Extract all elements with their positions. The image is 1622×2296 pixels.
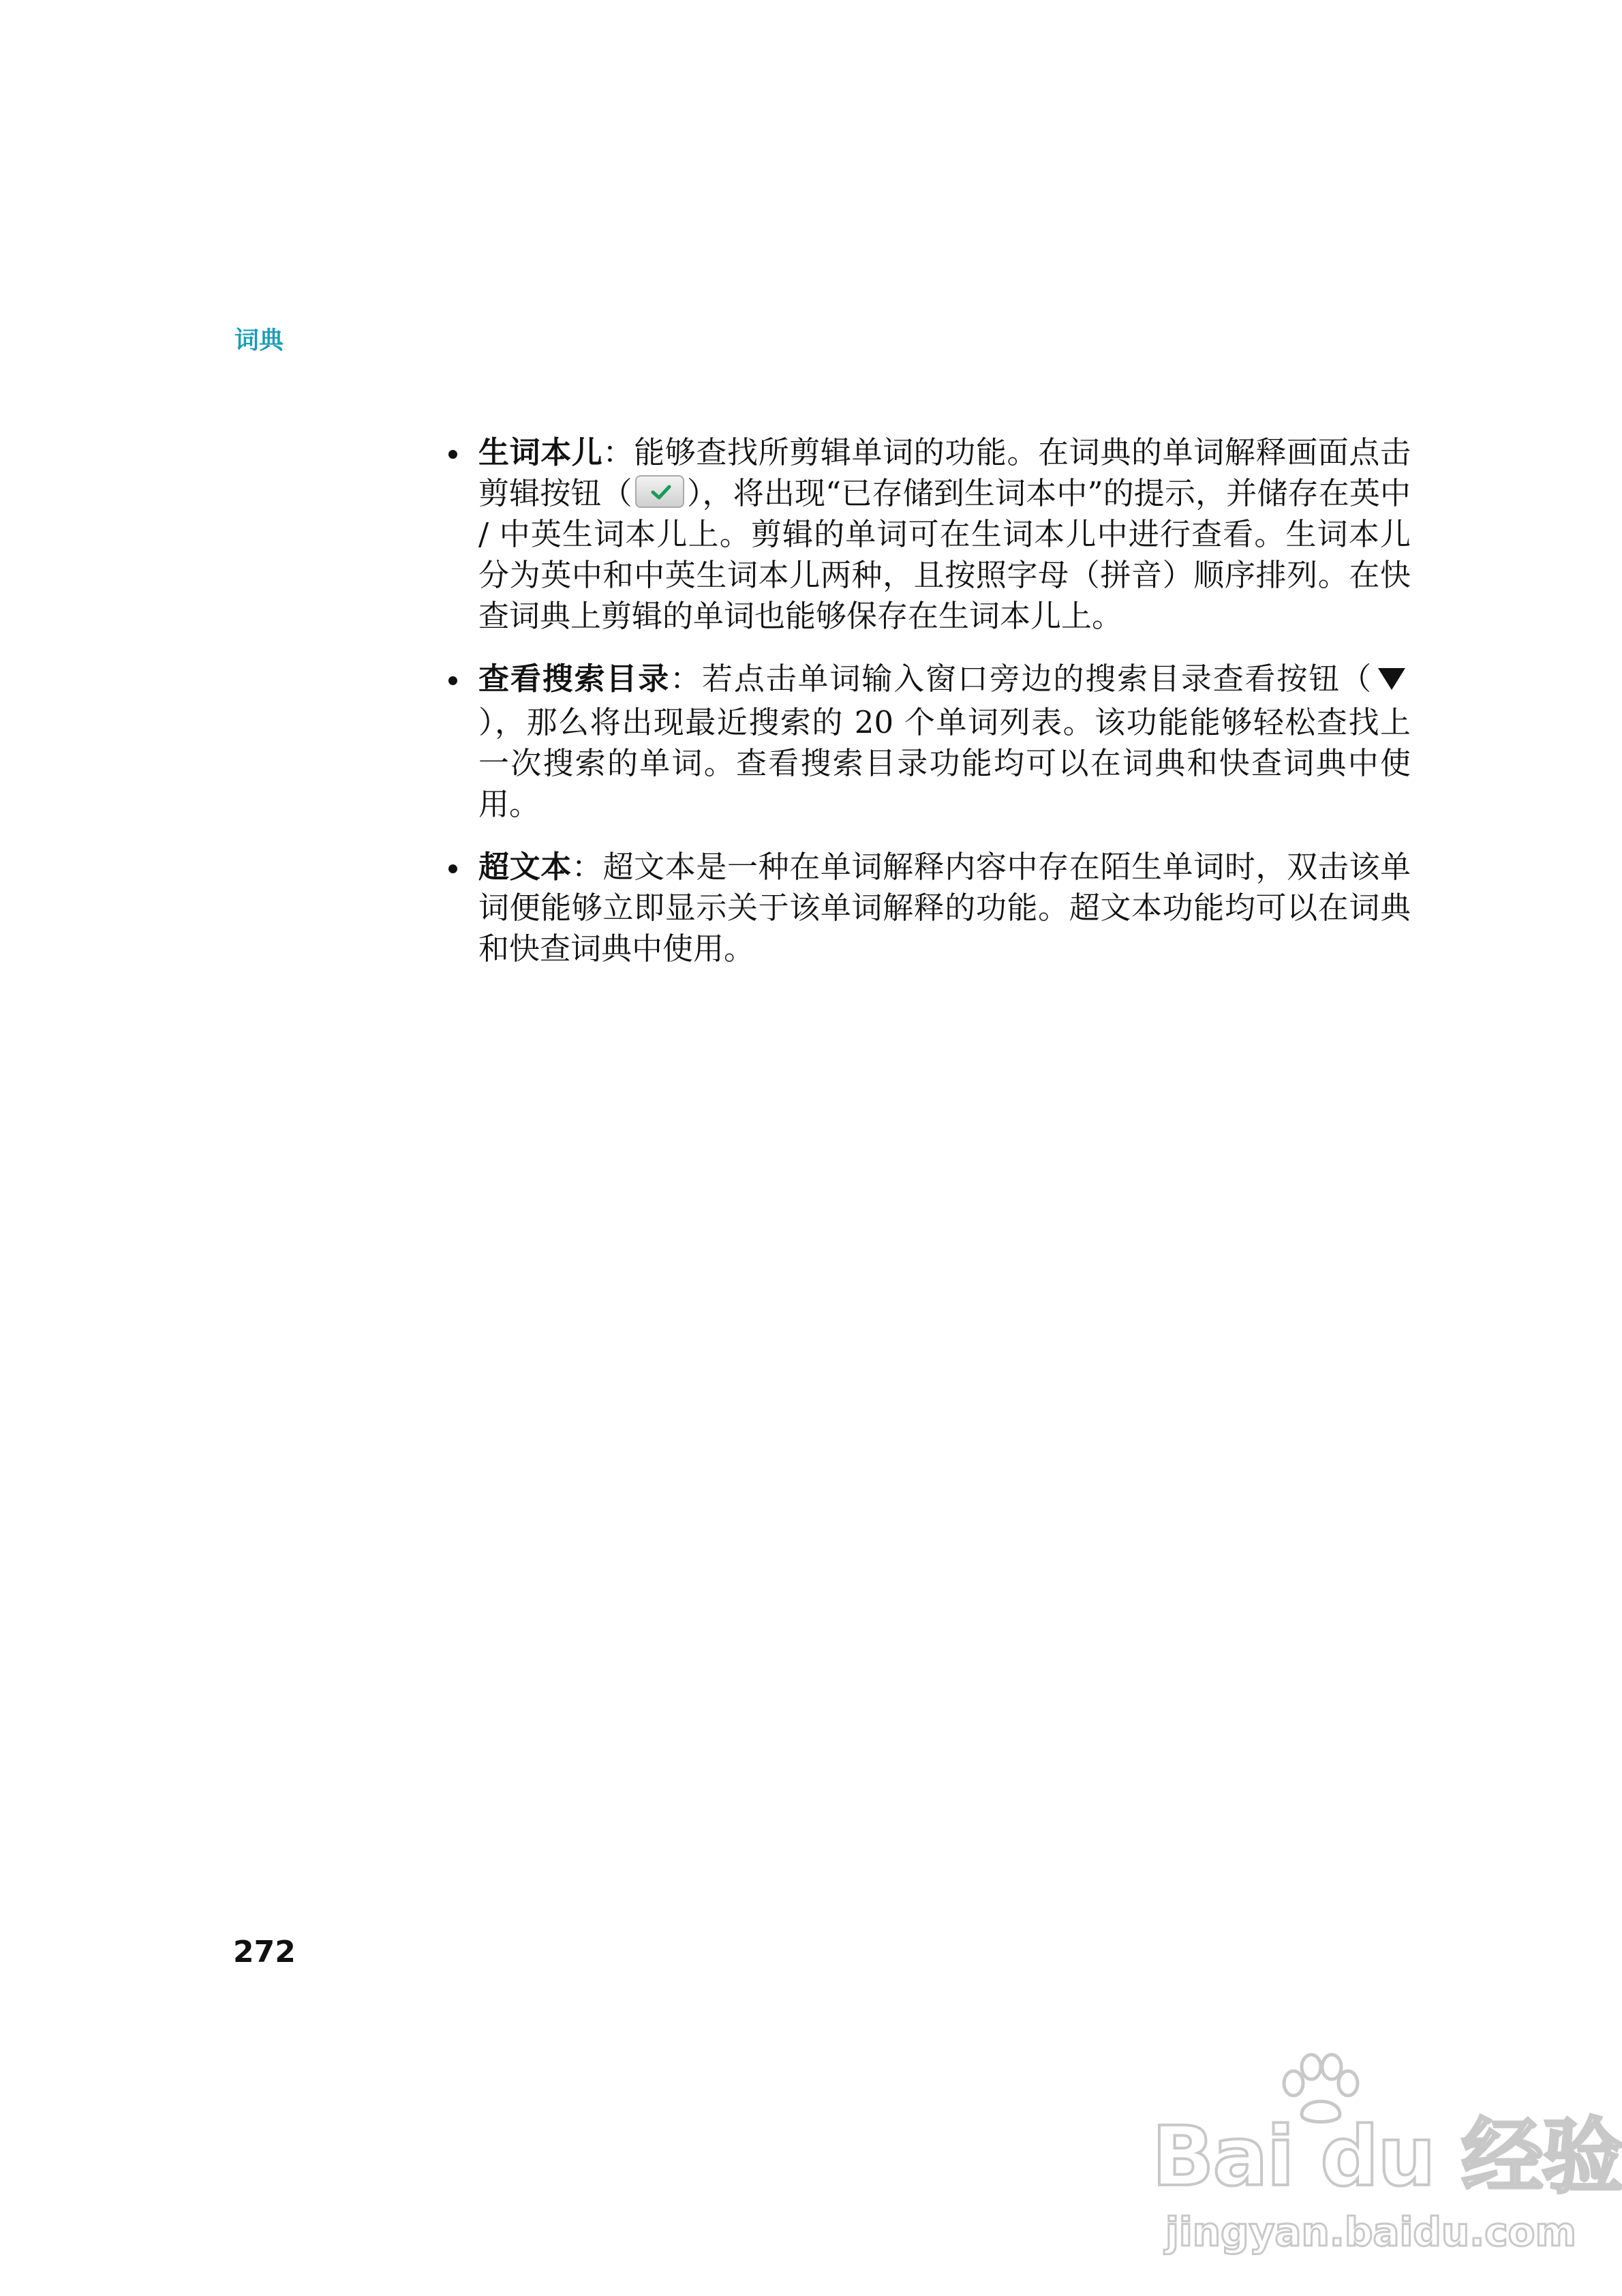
- section-title: 词典: [234, 327, 284, 354]
- bullet-icon: [448, 450, 457, 459]
- list-item-hypertext: [443, 847, 1411, 969]
- feature-list: [443, 432, 1411, 991]
- item-term: 超文本: [478, 849, 572, 885]
- item-separator: ：: [602, 434, 634, 470]
- bullet-icon: [448, 676, 457, 685]
- item-text-continued: ），那么将出现最近搜索的 20 个单词列表。该功能能够轻松查找上一次搜索的单词。查看搜索目录功能均可以在词典和快查词典中使用。: [478, 704, 1411, 822]
- bullet-icon: [448, 864, 457, 873]
- item-term: 生词本儿: [478, 434, 603, 470]
- page-number: 272: [233, 1935, 296, 1969]
- item-separator: ：: [571, 849, 603, 885]
- item-text: 超文本是一种在单词解释内容中存在陌生单词时，双击该单词便能够立即显示关于该单词解释的功能。超文本功能均可以在词典和快查词典中使用。: [478, 849, 1411, 967]
- item-text: 能够查找所剪辑单词的功能。在词典的单词解释画面点击剪辑按钮（: [478, 434, 1411, 511]
- item-term: 查看搜索目录: [478, 661, 671, 697]
- list-item-search-history: [443, 659, 1411, 825]
- watermark-logo: Bai du 经验: [1152, 2110, 1622, 2205]
- watermark-url: jingyan.baidu.com: [1165, 2209, 1576, 2255]
- item-separator: ：: [670, 661, 702, 697]
- down-triangle-icon: [1377, 661, 1407, 702]
- checkmark-button-icon: [635, 475, 684, 508]
- item-text-continued: ），将出现“已存储到生词本中”的提示，并储存在英中 / 中英生词本儿上。剪辑的单词可在生词本儿中进行查看。生词本儿分为英中和中英生词本儿两种，且按照字母（拼音）顺序排列。在快查词典上剪辑的单词也能够保存在生词本儿上。: [478, 475, 1411, 634]
- list-item-vocabulary-book: [443, 432, 1411, 637]
- item-text: 若点击单词输入窗口旁边的搜索目录查看按钮（: [702, 661, 1373, 697]
- baidu-jingyan-watermark: [1152, 2052, 1622, 2256]
